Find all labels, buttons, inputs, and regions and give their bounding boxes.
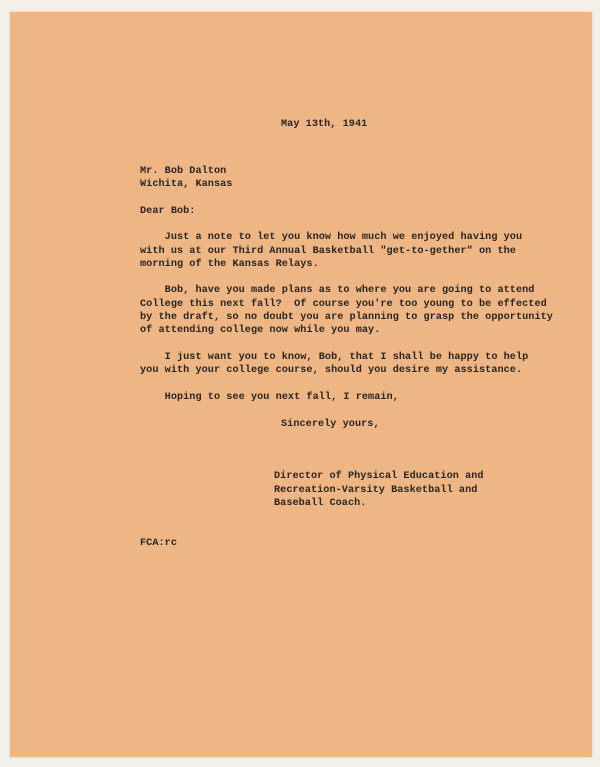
paragraph-line: College this next fall? Of course you're too young to be effected: [140, 299, 547, 310]
recipient-name: Mr. Bob Dalton: [140, 166, 227, 177]
paragraph-line: Bob, have you made plans as to where you are going to attend: [140, 285, 535, 296]
recipient-location: Wichita, Kansas: [140, 179, 233, 190]
paragraph-line: morning of the Kansas Relays.: [140, 259, 319, 270]
letter-date: May 13th, 1941: [281, 119, 368, 130]
paragraph-line: I just want you to know, Bob, that I shall be happy to help: [140, 352, 529, 363]
signature-line: Director of Physical Education and: [274, 471, 484, 482]
paragraph-line: Hoping to see you next fall, I remain,: [140, 392, 399, 403]
paragraph-line: Just a note to let you know how much we enjoyed having you: [140, 232, 523, 243]
letter-page: [10, 12, 592, 757]
signature-line: Recreation-Varsity Basketball and: [274, 485, 478, 496]
paragraph-line: by the draft, so no doubt you are planning to grasp the opportunity: [140, 312, 553, 323]
paragraph-line: with us at our Third Annual Basketball "get-to-gether" on the: [140, 246, 516, 257]
salutation: Dear Bob:: [140, 206, 196, 217]
reference-initials: FCA:rc: [140, 538, 177, 549]
closing: Sincerely yours,: [281, 419, 380, 430]
paragraph-line: you with your college course, should you desire my assistance.: [140, 365, 523, 376]
paragraph-line: of attending college now while you may.: [140, 325, 381, 336]
signature-line: Baseball Coach.: [274, 498, 367, 509]
